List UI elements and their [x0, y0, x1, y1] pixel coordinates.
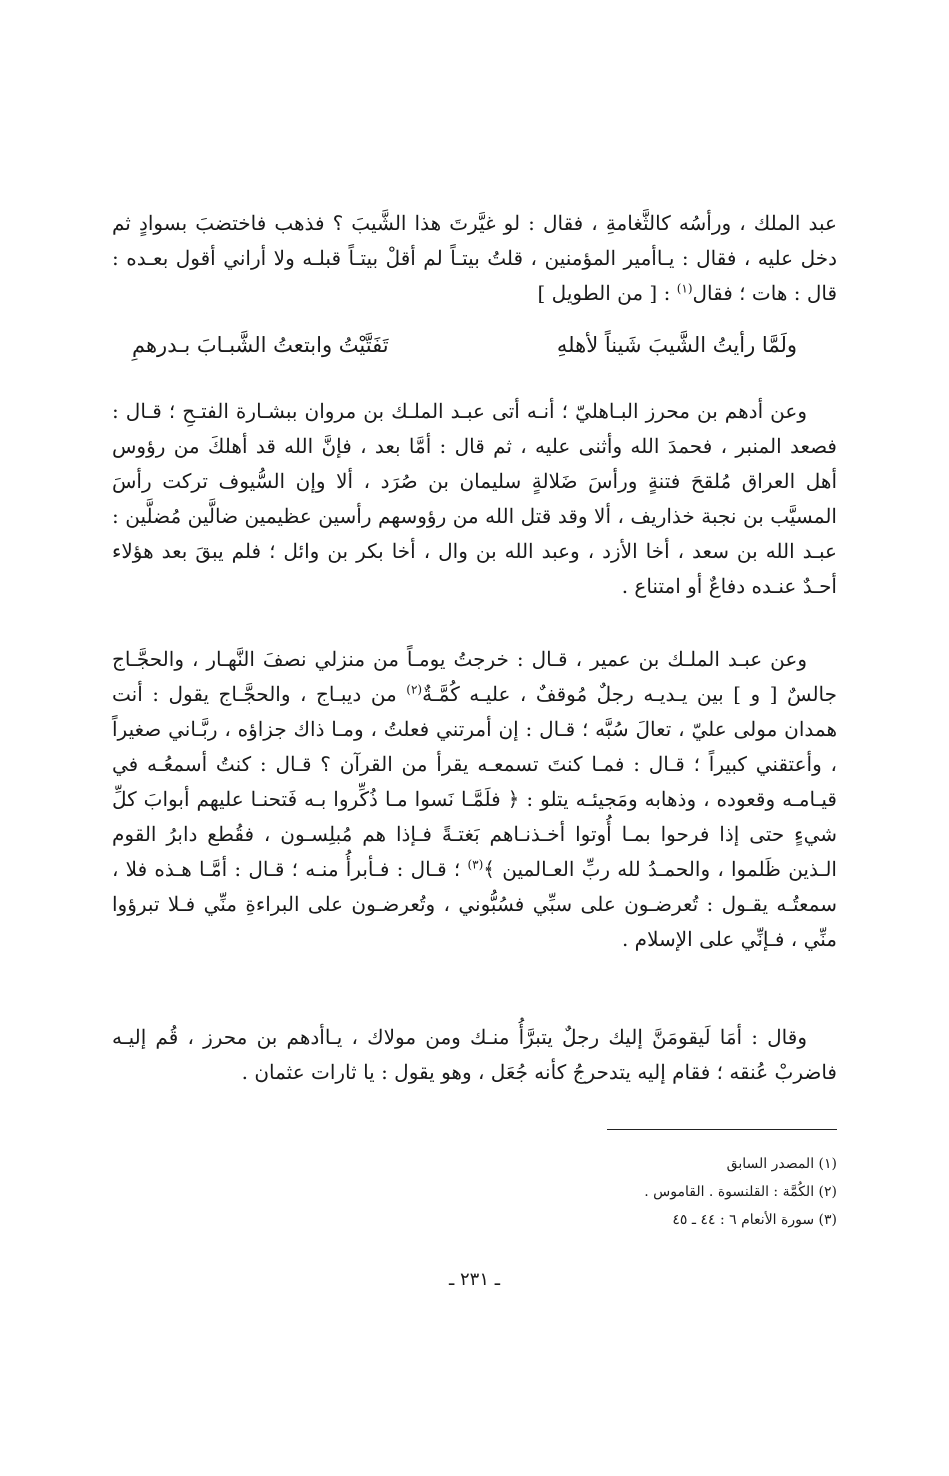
paragraph-2 [112, 394, 837, 604]
poem-verse [112, 333, 837, 369]
footnote-divider [607, 1129, 837, 1130]
footnote-ref-3: (٣) [467, 857, 484, 872]
verse-first-hemistich: ولَمَّا رأيتُ الشَّيبَ شَيناً لأهلهِ [556, 333, 797, 357]
page-number: ـ ٢٣١ ـ [448, 1269, 500, 1290]
footnote-3: (٣) سورة الأنعام ٦ : ٤٤ ـ ٤٥ [672, 1212, 837, 1228]
footnote-ref-1: (١) [676, 281, 693, 296]
footnote-2: (٢) الكُمَّة : القلنسوة . القاموس . [644, 1184, 837, 1200]
paragraph-2-text: وعن أدهم بن محرز البـاهليّ ؛ أنـه أتى عبـد الملـك بن مروان ببشـارة الفتـحِ ؛ قـال : فصعد المنبر ، فحمدَ الله وأثنى عليه ، ثم قال : أمَّا بعد ، فإنَّ الله قد أهلكَ من رؤوس أهل العراق مُلقحَ فتنةٍ ورأسَ ضَلالةٍ سليمان بن صُرَد ، ألا وإن السُّيوف تركت رأسَ المسيَّب بن نجبة خذاريف ، ألا وقد قتل الله من رؤوسهم رأسين عظيمين ضالَّين مُضلَّين : عبـد الله بن سعد ، أخا الأزد ، وعبد الله بن وال ، أخا بكر بن وائل ؛ فلم يبقَ بعد هؤلاء أحـدٌ عنـده دفاعٌ أو امتناع . [112, 399, 837, 598]
paragraph-3-text-b: من ديبـاج ، والحجَّـاج يقول : أنت همدان مولى عليّ ، تعالَ سُبَّه ؛ قـال : إن أمرتني فعلتُ ، ومـا ذاك جزاؤه ، ربَّـاني صغيراً ، وأعتقني كبيراً ؛ قـال : فمـا كنتَ تسمعـه يقرأ من القرآن ؟ قـال : كنتُ أسمعُـه في قيـامـه وقعوده ، وذهابه ومَجيئـه يتلو : ﴿ فلَمَّـا نَسوا مـا ذُكِّروا بـه فَتحنـا عليهم أبوابَ كلِّ شيءٍ حتى إذا فرحوا بمـا أُوتوا أخـذنـاهم بَغتـةً فـإذا هم مُبلِسـون ، فقُطع دابرُ القوم الـذين ظَلموا ، والحمـدُ لله ربِّ العـالمين ﴾ [112, 682, 837, 881]
footnote-1: (١) المصدر السابق [726, 1156, 837, 1172]
paragraph-3-text-c: ؛ قـال : فـأبرأُ منـه ؛ قـال : أمَّـا هـذه فلا ، سمعتُـه يقـول : تُعرضـون على سبِّي فسُبُّوني ، وتُعرضـون على البراءةِ منِّي فـلا تبرؤوا منِّي ، فـإنِّي على الإسلام . [112, 857, 837, 951]
meter-label: : [ من الطويل ] [537, 281, 677, 305]
footnote-ref-2: (٢) [406, 682, 423, 697]
paragraph-1-text: عبد الملك ، ورأسُه كالثَّغامةِ ، فقال : لو غيَّرتَ هذا الشَّيبَ ؟ فذهب فاختضبَ بسوادٍ ثم دخل عليه ، فقال : يـاأمير المؤمنين ، قلتُ بيتـاً لم أقلْ بيتـاً قبلـه ولا أراني أقول بعـده : قال : هات ؛ فقال [112, 211, 837, 305]
paragraph-1 [112, 206, 837, 311]
paragraph-3-text-a: وعن عبـد الملـك بن عمير ، قـال : خرجتُ يومـاً من منزلي نصفَ النَّهـار ، والحجَّـاج جالسٌ [ و ] بين يـديـه رجلٌ مُوقفٌ ، عليـه كُمَّـةٌ [112, 647, 837, 706]
paragraph-4 [112, 1020, 837, 1090]
verse-second-hemistich: تَفَتَّيْتُ وابتعتُ الشَّبـابَ بـدرهمِ [132, 333, 389, 357]
footnotes [112, 1150, 837, 1234]
paragraph-4-text: وقال : أمَا لَيقومَنَّ إليك رجلٌ يتبرَّأُ منـك ومن مولاك ، يـاأدهم بن محرز ، قُم إليـه فاضربْ عُنقه ؛ فقام إليه يتدحرجُ كأنه جُعَل ، وهو يقول : يا ثارات عثمان . [112, 1025, 837, 1084]
paragraph-3 [112, 642, 837, 957]
